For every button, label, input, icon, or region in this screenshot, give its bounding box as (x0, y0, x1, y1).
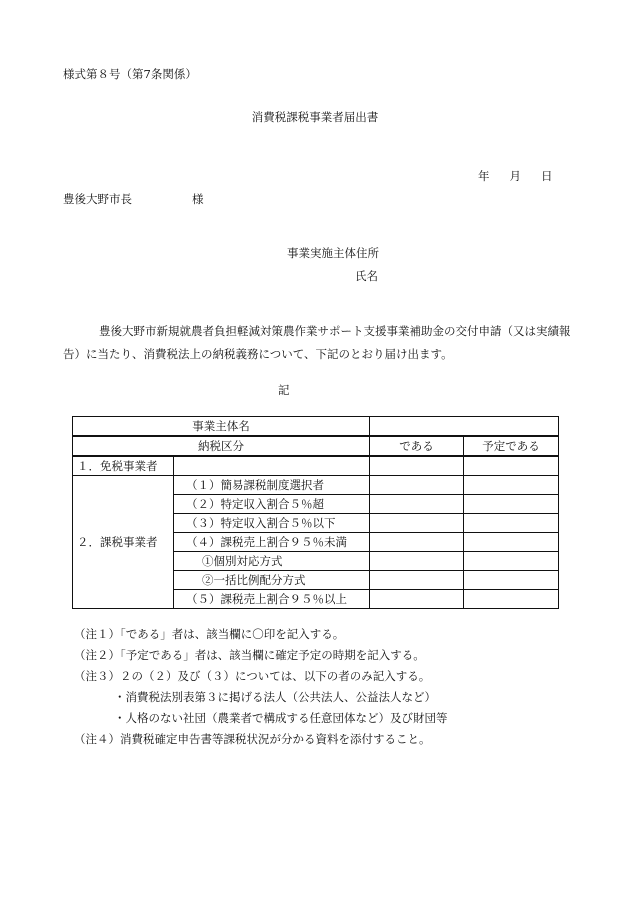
date-year: 年 (478, 169, 490, 183)
taxable-sub-label: （３）特定収入割合５％以下 (174, 514, 370, 533)
taxable-yes-cell[interactable] (370, 533, 464, 552)
taxable-sub-label: （５）課税売上割合９５％以上 (174, 590, 370, 609)
taxable-sub-label: ①個別対応方式 (174, 552, 370, 571)
taxable-sub-row (73, 476, 559, 495)
notes (74, 624, 448, 750)
taxable-sub-label: （４）課税売上割合９５％未満 (174, 533, 370, 552)
entity-name-field[interactable] (370, 417, 559, 437)
body-paragraph (63, 320, 571, 366)
addressee-honorific: 様 (192, 192, 204, 206)
taxable-yes-cell[interactable] (370, 495, 464, 514)
taxable-planned-cell[interactable] (464, 533, 559, 552)
note-bullet: ・人格のない社団（農業者で構成する任意団体など）及び財団等 (114, 711, 448, 725)
taxable-yes-cell[interactable] (370, 514, 464, 533)
exempt-label: １．免税事業者 (73, 456, 174, 476)
note-line: （注４）消費税確定申告書等課税状況が分かる資料を添付すること。 (74, 732, 431, 746)
form-number: 様式第８号（第7条関係） (63, 67, 197, 81)
note-bullet: ・消費税法別表第３に掲げる法人（公共法人、公益法人など） (114, 690, 436, 704)
exempt-blank (174, 456, 370, 476)
entity-name-row (73, 417, 559, 437)
taxable-planned-cell[interactable] (464, 476, 559, 495)
taxable-sub-label: ②一括比例配分方式 (174, 571, 370, 590)
ki-heading: 記 (278, 383, 290, 397)
taxable-planned-cell[interactable] (464, 571, 559, 590)
exempt-planned-cell[interactable] (464, 456, 559, 476)
body-text: 豊後大野市新規就農者負担軽減対策農作業サポート支援事業補助金の交付申請（又は実績報告）に当たり、消費税法上の納税義務について、下記のとおり届け出ます。 (63, 324, 571, 361)
exempt-row (73, 456, 559, 476)
addressee (63, 191, 204, 207)
col-planned-header: 予定である (464, 436, 559, 456)
applicant-address-label: 事業実施主体住所 (287, 246, 379, 260)
taxable-planned-cell[interactable] (464, 495, 559, 514)
col-yes-header: である (370, 436, 464, 456)
header-row (73, 436, 559, 456)
note-line: （注１）「である」者は、該当欄に〇印を記入する。 (74, 627, 345, 641)
taxable-yes-cell[interactable] (370, 590, 464, 609)
date-day: 日 (541, 169, 553, 183)
taxable-planned-cell[interactable] (464, 552, 559, 571)
exempt-yes-cell[interactable] (370, 456, 464, 476)
taxable-planned-cell[interactable] (464, 514, 559, 533)
taxable-planned-cell[interactable] (464, 590, 559, 609)
addressee-name: 豊後大野市長 (63, 192, 132, 206)
taxable-yes-cell[interactable] (370, 476, 464, 495)
entity-name-label: 事業主体名 (73, 417, 370, 437)
taxable-sub-label: （２）特定収入割合５％超 (174, 495, 370, 514)
taxable-yes-cell[interactable] (370, 552, 464, 571)
date-line (478, 168, 573, 184)
document-title: 消費税課税事業者届出書 (251, 110, 379, 124)
note-line: （注３）２の（２）及び（３）については、以下の者のみ記入する。 (74, 669, 431, 683)
tax-category-header: 納税区分 (73, 436, 370, 456)
taxable-label: ２．課税事業者 (73, 476, 174, 609)
applicant-name-label: 氏名 (355, 269, 378, 283)
note-line: （注２）「予定である」者は、該当欄に確定予定の時期を記入する。 (74, 648, 425, 662)
taxable-yes-cell[interactable] (370, 571, 464, 590)
taxable-sub-label: （１）簡易課税制度選択者 (174, 476, 370, 495)
tax-status-table (72, 416, 559, 609)
date-month: 月 (509, 169, 521, 183)
